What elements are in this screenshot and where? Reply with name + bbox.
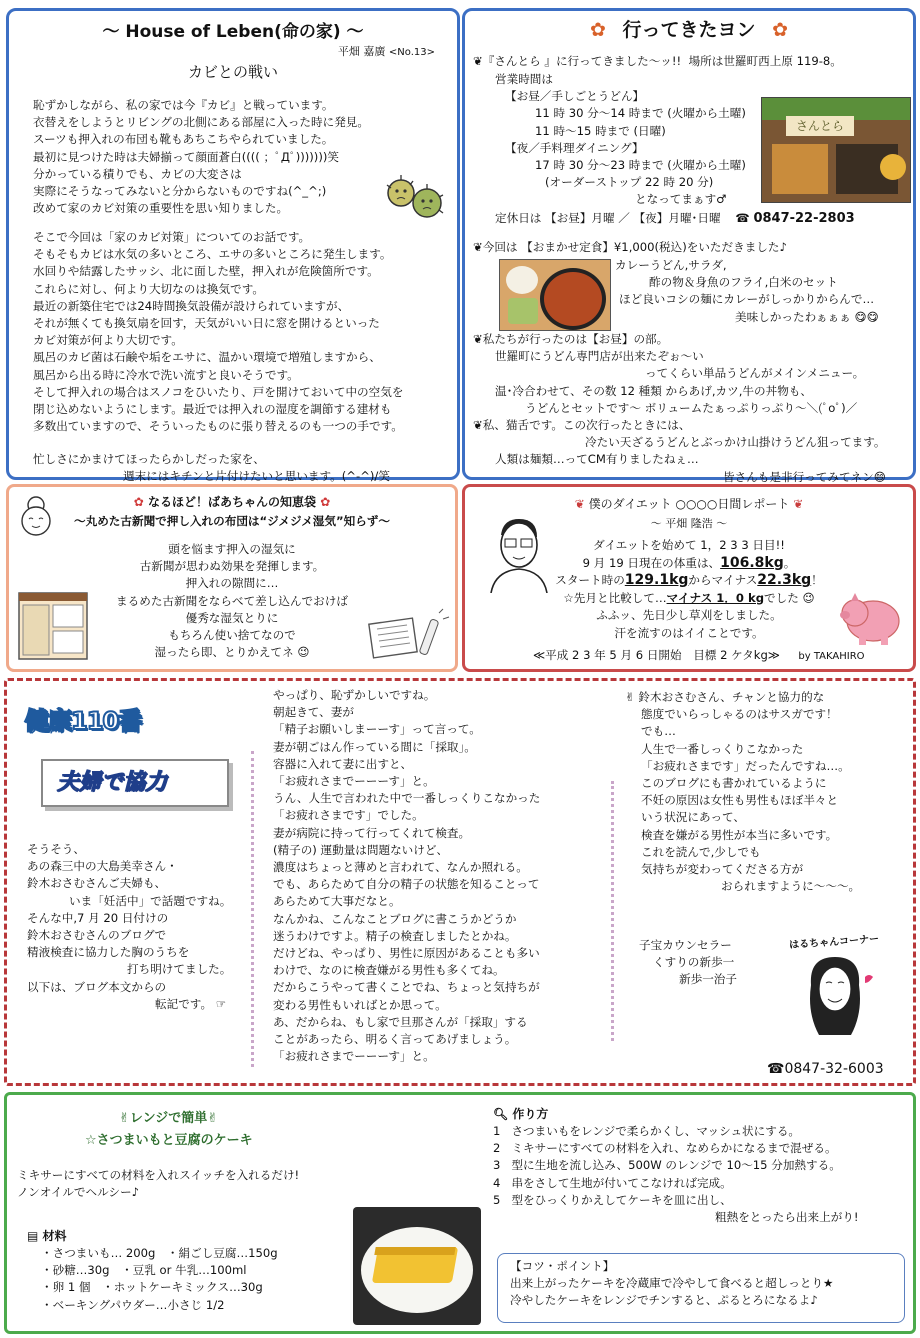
ingredient-line: ・さつまいも… 200g ・絹ごし豆腐…150g — [41, 1246, 278, 1260]
footprint-icon: ❦ — [793, 497, 804, 511]
kenko-left-line: いま「妊活中」で話題ですね。 — [69, 893, 232, 908]
star-icon: ✿ — [772, 19, 789, 41]
itte-went-6 — [473, 417, 886, 434]
leben-para2-line: それが無くても換気扇を回す，天気がいい日に窓を開けるといった — [33, 316, 380, 331]
chie-sub: ～丸めた古新聞で押し入れの布団は“ジメジメ湿気”知らず～ — [74, 514, 390, 528]
kenko-left-last: 転記です。 — [155, 996, 213, 1011]
chie-line: 押入れの隙間に… — [185, 576, 279, 591]
kenko-left-line: 打ち明けてました。 — [127, 962, 232, 977]
kenko-mid-line: 朝起きて、妻が — [273, 705, 354, 720]
itte-set-2: 酢の物＆身魚のフライ,白米のセット — [649, 275, 838, 290]
itte-went-9: 皆さんも是非行ってみてネン😄 — [723, 469, 886, 484]
cake-head1: レンジで簡単 — [129, 1111, 208, 1126]
itte-set-1: カレーうどん,サラダ, — [615, 258, 727, 272]
leben-para2 — [33, 229, 403, 435]
diet-box — [462, 484, 916, 672]
phone-icon: ☎ — [735, 211, 750, 225]
kenko-logo2: 夫婦で協力 — [57, 770, 168, 795]
diet-l4c: でした 😉 — [764, 590, 815, 605]
kenko-left-line: 鈴木おさむさんご夫婦も、 — [27, 876, 167, 891]
flower-icon: ✿ — [320, 495, 331, 509]
leben-para2-line: 多数出ていますので、そういったものに張り替えるのも一つの手です。 — [33, 419, 403, 434]
itte-night-label: 【夜／手料理ダイニング】 — [505, 140, 644, 155]
step-row — [493, 1175, 859, 1192]
kenko-mid-line: ことがあったら、明るく言ってあげましょう。 — [273, 1032, 517, 1047]
itte-visit-head — [473, 53, 842, 69]
itte-went-5: うどんとセットです～ ボリュームたぁっぷりっぷり～＼(ﾟoﾟ)／ — [525, 400, 858, 415]
snail-icon: ❦ — [473, 54, 483, 68]
snail-icon: ❦ — [473, 332, 483, 346]
kenko-left-line: 以下は、ブログ本文からの — [27, 979, 167, 994]
diet-line-1: ダイエットを始めて 1，2 3 3 日目!! — [593, 538, 785, 552]
itte-night-2: (オーダーストップ 22 時 20 分) — [545, 175, 714, 190]
kenko-mid-line: うん、人生で言われた中で一番しっくりこなかった — [273, 791, 541, 806]
kenko-mid-line: 「お疲れさまです」でした。 — [273, 808, 424, 823]
step-text: ミキサーにすべての材料を入れ、なめらかになるまで混ぜる。 — [511, 1141, 837, 1156]
step-number: 2 — [493, 1141, 501, 1156]
closet-icon — [17, 591, 89, 661]
itte-box — [462, 8, 916, 484]
magnifier-icon: 🔍︎ — [493, 1107, 509, 1121]
kenko-mid-line: わけで、なのに検査嫌がる男性も多くてね。 — [273, 963, 505, 978]
itte-visit-place: 場所は世羅町西上原 119-8。 — [688, 54, 842, 68]
counselor-name: 新歩一治子 — [679, 972, 737, 987]
leben-para1 — [33, 97, 369, 217]
newspaper-icon — [367, 607, 451, 663]
shop-sign: さんとら — [786, 116, 854, 136]
diet-l2a: 9 月 19 日現在の体重は、 — [582, 555, 721, 570]
itte-set-4: 美味しかったわぁぁぁ 😋😋 — [735, 309, 879, 324]
step-number: 3 — [493, 1158, 501, 1173]
step-text: さつまいもをレンジで柔らかくし、マッシュ状にする。 — [511, 1124, 801, 1138]
chie-title: なるほど！ばあちゃんの知恵袋 — [147, 495, 316, 509]
leben-para2-line: そもそもカビは水気の多いところ、エサの多いところに発生します。 — [33, 247, 392, 262]
leben-para1-line: 恥ずかしながら、私の家では今『カビ』と戦っています。 — [33, 98, 334, 112]
kenko-counselor — [639, 937, 737, 989]
itte-went-2: 世羅町にうどん専門店が出来たぞぉ～い — [495, 349, 704, 364]
itte-lunch-label: 【お昼／手しごとうどん】 — [505, 89, 645, 104]
kenko-mid-line: あ、だからね、もし家で旦那さんが「採取」する — [273, 1014, 528, 1029]
diet-current-weight: 106.8kg — [720, 554, 784, 571]
step-row — [493, 1192, 859, 1209]
kenko-mid-line: 妻が朝ごはん作っている間に「採取」。 — [273, 739, 476, 754]
diet-footer — [533, 647, 865, 663]
step-text: 型をひっくりかえしてケーキを皿に出し、 — [511, 1192, 732, 1207]
leben-para2-line: そこで今回は「家のカビ対策」についてのお話です。 — [33, 230, 311, 244]
cake-intro-1: ミキサーにすべての材料を入れスイッチを入れるだけ! — [17, 1168, 300, 1182]
kenko-mid-line: あらためて大事だなと。 — [273, 894, 401, 909]
diet-start-weight: 129.1kg — [624, 572, 689, 588]
kenko-right-line — [625, 689, 860, 706]
step-5-continued: 粗熱をとったら出来上がり! — [715, 1210, 859, 1225]
kenko-right-line: これを読んで,少しでも — [641, 844, 761, 859]
leben-para3 — [33, 451, 390, 485]
cake-head1-row — [119, 1107, 218, 1126]
cake-point-label: 【コツ・ポイント】 — [510, 1259, 615, 1273]
kenko-mid-line: でも、あらためて自分の精子の状態を知ることって — [273, 877, 540, 892]
kenko-right-line: いう状況にあって、 — [641, 810, 745, 825]
itte-lunch-2: 11 時～15 時まで (日曜) — [535, 123, 666, 138]
itte-set-head-row — [473, 239, 787, 255]
itte-went-3: ってくらい単品うどんがメインメニュー。 — [645, 366, 865, 381]
kenko-right-line: 人生で一番しっくりこなかった — [641, 741, 804, 756]
itte-closed: 定休日は 【お昼】月曜 ／ 【夜】月曜･日曜 — [495, 211, 721, 225]
kenko-right-line: 気持ちが変わってくださる方が — [641, 862, 804, 877]
cake-intro-2: ノンオイルでヘルシー♪ — [17, 1185, 140, 1200]
kenko-mid-line: 「精子お願いしまーーす」って言って。 — [273, 722, 481, 737]
cake-steps — [493, 1123, 859, 1226]
leben-para1-line: スーツも押入れの布団も靴もあちこちやられていました。 — [33, 132, 334, 147]
itte-night-3: となってまぁす♂ — [635, 192, 727, 207]
leben-para3-line: 忙しさにかまけてほったらかしだった家を、 — [33, 452, 265, 466]
diet-start-goal: ≪平成 2 3 年 5 月 6 日開始 目標 2 ケタkg≫ — [533, 648, 780, 662]
itte-went-7: 冷たい天ざるうどんとぶっかけ山掛けうどん狙ってます。 — [585, 435, 886, 450]
leben-box — [6, 8, 460, 484]
cake-how-label: 作り方 — [512, 1107, 549, 1121]
kenko-left-line: そうそう、 — [27, 842, 85, 856]
kenko-left-line: 精液検査に協力した胸のうちを — [27, 945, 190, 960]
leben-byline — [338, 43, 435, 59]
kenko-mid-line: 変わる男性もいればとか思って。 — [273, 997, 447, 1012]
itte-went-1-text: 私たちが行ったのは【お昼】の部。 — [482, 332, 669, 346]
peace-hand-icon: ✌ — [119, 1111, 130, 1126]
cake-photo — [353, 1207, 481, 1325]
diet-by: by TAKAHIRO — [798, 651, 865, 662]
kenko-tel-row — [767, 1061, 884, 1077]
diet-title: 僕のダイエット ○○○○日間レポート — [588, 497, 790, 511]
leben-para2-line: カビ対策が何より大切です。 — [33, 333, 183, 348]
kenko-right-line: 「お疲れさまです」だったんですね…。 — [641, 758, 850, 773]
itte-set-desc — [615, 257, 879, 326]
cake-ingredients — [41, 1245, 278, 1314]
pig-icon — [837, 585, 907, 647]
chie-line: もちろん使い捨てなので — [168, 628, 296, 643]
leben-author: 平畑 嘉廣 — [337, 45, 386, 58]
itte-title-row — [465, 15, 913, 42]
kenko-left-line — [27, 996, 231, 1013]
snail-icon: ❦ — [473, 418, 483, 433]
diet-l2c: 。 — [783, 555, 796, 570]
column-divider — [611, 781, 614, 1041]
itte-tel: 0847-22-2803 — [753, 211, 855, 226]
cake-point-1: 出来上がったケーキを冷蔵庫で冷やして食べると超しっとり★ — [510, 1276, 834, 1291]
book-icon: ▤ — [27, 1229, 39, 1243]
itte-set-3: ほど良いコシの麺にカレーがしっかりからんで… — [619, 292, 875, 307]
diet-minus-weight: 22.3kg — [757, 572, 812, 588]
diet-author: ～ 平畑 隆浩 ～ — [650, 517, 728, 530]
flower-icon: ✿ — [133, 495, 144, 509]
kenko-right-line: 不妊の原因は女性も男性もほぼ半々と — [641, 793, 839, 808]
kenko-right-line: このブログにも書かれているように — [641, 776, 827, 791]
kenko-mid-line: やっぱり、恥ずかしいですね。 — [273, 688, 436, 702]
kenko-mid-line: 迷うわけですよ。精子の検査しましたとかね。 — [273, 928, 517, 943]
step-number: 5 — [493, 1192, 501, 1207]
kenko-mid-line: なんかね、こんなことブログに書こうかどうか — [273, 911, 517, 926]
diet-line-5: ふふッ、先日少し草刈をしました。 — [596, 608, 782, 622]
chie-line: 古新聞が思わぬ効果を発揮します。 — [139, 559, 325, 574]
diet-l4a: ☆先月と比較して… — [563, 590, 667, 605]
kenko-left-line: 鈴木おさむさんのブログで — [27, 928, 167, 943]
leben-title: ～ House of Leben(命の家) ～ — [102, 22, 364, 42]
kenko-left-line: そんな中,7 月 20 日付けの — [27, 910, 169, 925]
ingredient-line: ・ベーキングパウダー…小さじ 1/2 — [41, 1297, 225, 1312]
star-icon: ✿ — [589, 19, 606, 41]
kenko-box — [4, 678, 916, 1086]
kenko-mid-line: 「お疲れさまでーーーす」と。 — [273, 1049, 435, 1064]
kenko-right-line: 態度でいらっしゃるのはサスガです！ — [641, 707, 838, 722]
pointing-hand-icon: ☞ — [215, 996, 227, 1011]
kenko-right-line: でも… — [641, 724, 676, 739]
kenko-right-first: 鈴木おさむさん、チャンと協力的な — [638, 690, 825, 704]
kenko-logo: 健康110番 — [25, 707, 142, 735]
itte-went — [473, 331, 886, 486]
itte-night-1: 17 時 30 分～23 時まで (火曜から土曜) — [535, 158, 746, 173]
snail-icon: ❦ — [473, 240, 483, 254]
ingredient-line: ・砂糖…30g ・豆乳 or 牛乳…100ml — [41, 1263, 247, 1278]
chie-box — [6, 484, 458, 672]
itte-went-1 — [473, 331, 886, 348]
leben-para1-line: 実際にそうなってみないと分からないものですね(^_^;) — [33, 184, 327, 199]
leben-para2-line: これらに対し、何より大切なのは換気です。 — [33, 281, 264, 296]
leben-para2-line: そして押入れの場合はスノコをひいたり、戸を開けておいて中の空気を — [33, 384, 404, 399]
leben-subtitle: カビとの戦い — [187, 63, 278, 81]
step-number: 1 — [493, 1124, 501, 1138]
cake-point-box — [497, 1253, 905, 1323]
kenko-mid-line: 濃度はちょっと薄めと言われて、なんか照れる。 — [273, 860, 528, 875]
footprint-icon: ❦ — [574, 497, 585, 511]
kenko-right-line: おられますように～～～。 — [721, 879, 861, 894]
mold-spores-icon — [383, 169, 449, 231]
leben-para1-line: 改めて家のカビ対策の重要性を思い知りました。 — [33, 201, 289, 216]
itte-hours — [495, 71, 746, 209]
kenko-left — [27, 841, 231, 1013]
leben-para3-line: 週末にはキチンと片付けたいと思います。(^-^)/笑 — [123, 469, 390, 484]
counselor-title: 子宝カウンセラー — [639, 938, 732, 952]
kenko-tel: 0847-32-6003 — [784, 1061, 884, 1077]
set-meal-photo — [499, 259, 611, 331]
cake-intro — [17, 1167, 299, 1201]
leben-para2-line: 風呂のカビ菌は石鹸や垢をエサに、温かい環境で増殖しますから、 — [33, 350, 381, 365]
itte-closed-row — [495, 210, 855, 226]
cake-head2: ☆さつまいもと豆腐のケーキ — [85, 1133, 253, 1148]
column-divider — [251, 751, 254, 1067]
step-number: 4 — [493, 1175, 501, 1190]
chie-line: 湿ったら即、とりかえてネ 😉 — [154, 645, 310, 660]
diet-l3c: からマイナス — [688, 573, 758, 587]
leben-para2-line: 水回りや結露したサッシ、北に面した壁，押入れが危険箇所です。 — [33, 264, 379, 279]
diet-l3e: ！ — [811, 573, 823, 587]
diet-monthly-change: マイナス 1．0 kg — [666, 590, 765, 605]
chie-line: 頭を悩ます押入の湿気に — [168, 542, 296, 556]
itte-visit-shop: 『さんとら 』に行ってきました～ッ!! — [482, 54, 682, 68]
itte-lunch-1: 11 時 30 分～14 時まで (火曜から土曜) — [535, 106, 746, 121]
leben-issue: <No.13> — [388, 47, 435, 58]
step-row — [493, 1157, 859, 1174]
leben-para1-line: 衣替えをしようとリビングの北側にある部屋に入った時に発見。 — [33, 115, 369, 130]
kenko-mid-line: 「お疲れさまでーーーす」と。 — [273, 774, 435, 789]
step-row — [493, 1123, 859, 1140]
kenko-right — [625, 689, 860, 895]
woman-portrait-icon — [791, 949, 879, 1039]
ingredient-line: ・卵 1 個 ・ホットケーキミックス…30g — [41, 1280, 263, 1295]
cake-ing-label: 材料 — [42, 1229, 67, 1243]
diet-l3a: スタート時の — [555, 573, 625, 587]
itte-hours-label: 営業時間は — [495, 72, 553, 86]
chie-line: まるめた古新聞をならべて差し込んでおけば — [116, 593, 348, 608]
diet-line-6: 汗を流すのはイイことです。 — [614, 625, 764, 640]
itte-went-4: 温･冷合わせて、その数 12 種類 からあげ,カツ,牛の丼物も、 — [495, 383, 812, 398]
cake-point-2: 冷やしたケーキをレンジでチンすると、ぷるとろになるよ♪ — [510, 1293, 818, 1308]
cake-ing-label-row — [27, 1227, 67, 1244]
kenko-right-line: 検査を嫌がる男性が本当に多いです。 — [641, 827, 838, 842]
kenko-mid-line: だけどね、やっぱり、男性に原因があることも多い — [273, 946, 540, 961]
leben-para1-line: 最初に見つけた時は夫婦揃って顔面蒼白(((( ；ﾟДﾟ)))))))笑 — [33, 149, 339, 164]
peace-hand-icon: ✌ — [207, 1111, 219, 1126]
chie-line: 優秀な湿気とりに — [185, 610, 279, 625]
diet-title-row — [465, 495, 913, 512]
step-text: 串をさして生地が付いてこなければ完成。 — [511, 1175, 732, 1190]
step-text: 型に生地を流し込み、500W のレンジで 10～15 分加熱する。 — [511, 1158, 841, 1173]
phone-icon: ☎ — [767, 1061, 785, 1077]
itte-went-6-text: 私、猫舌です。この次行ったときには、 — [482, 418, 691, 433]
leben-para2-line: 風呂から出る時に冷水で洗い流すと良いそうです。 — [33, 367, 299, 382]
corner-label: はるちゃんコーナー — [788, 933, 880, 952]
shop-photo — [761, 97, 911, 203]
kenko-mid-line: 妻が病院に持って行ってくれて検査。 — [273, 825, 471, 840]
cake-how-label-row — [493, 1105, 548, 1122]
kenko-mid-line: (精子の) 運動量は問題ないけど、 — [273, 842, 449, 857]
kenko-mid-line: だからこうやって書くことでね、ちょっと気持ちが — [273, 980, 540, 995]
leben-para2-line: 閉じ込めないようにします。最近では押入れの湿度を調節する建材も — [33, 402, 392, 417]
chie-title-row — [9, 493, 455, 510]
kenko-left-line: あの森三中の大島美幸さん・ — [27, 859, 178, 874]
itte-went-8: 人類は麺類…ってCM有りましたねぇ… — [495, 452, 699, 467]
peace-hand-icon: ✌ — [625, 690, 635, 704]
leben-para1-line: 分かっている積りでも、カビの大変さは — [33, 166, 242, 181]
kenko-mid-line: 容器に入れて妻に出すと、 — [273, 756, 413, 771]
leben-para2-line: 最近の新築住宅では24時間換気設備が設けられていますが、 — [33, 298, 350, 313]
itte-set-head: 今回は 【おまかせ定食】¥1,000(税込)をいただきました♪ — [482, 240, 787, 254]
kenko-mid — [273, 687, 540, 1065]
itte-title: 行ってきたヨン — [622, 19, 756, 41]
step-row — [493, 1140, 859, 1157]
cake-box — [4, 1092, 916, 1334]
diet-line-2 — [465, 555, 913, 573]
counselor-shop: くすりの新歩一 — [653, 955, 735, 970]
